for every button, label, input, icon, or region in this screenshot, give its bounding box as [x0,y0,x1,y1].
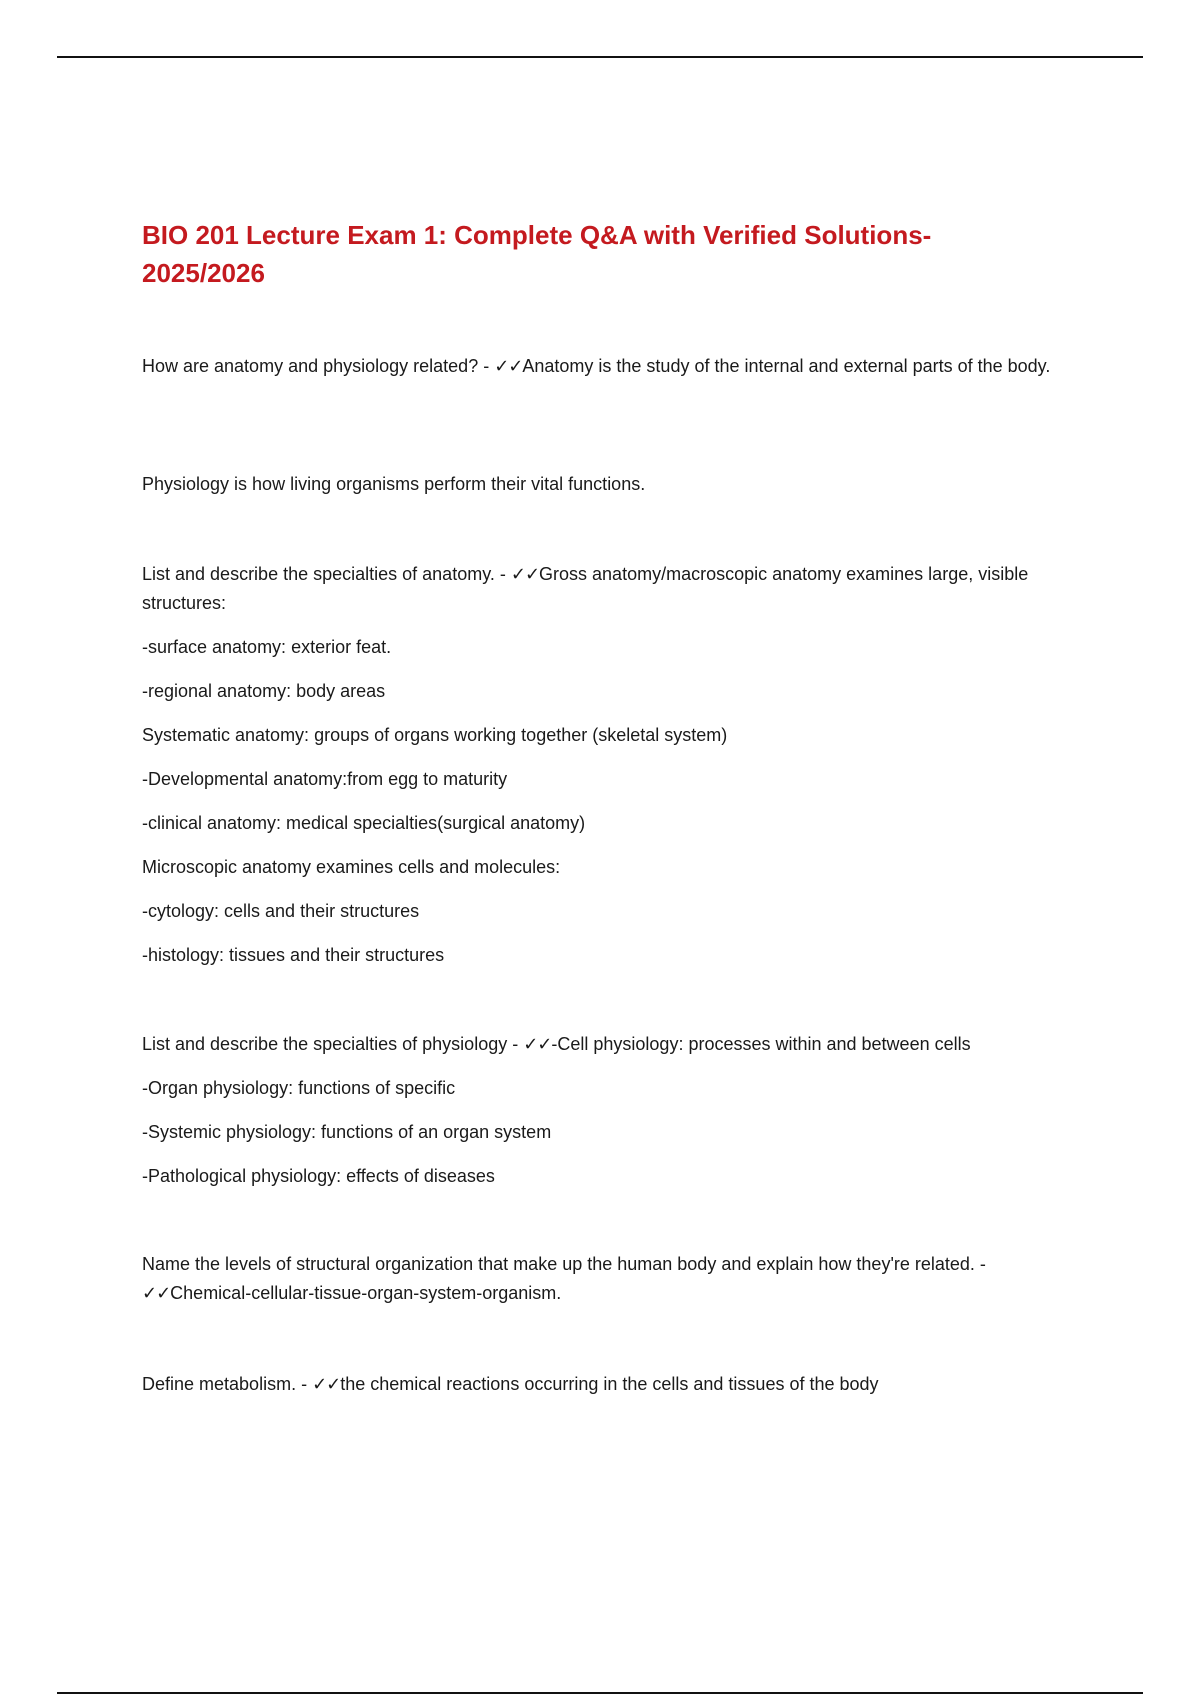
answer-text: -Cell physiology: processes within and between cells [551,1034,971,1054]
checkmark-icon: ✓✓ [510,564,540,584]
answer-line: -clinical anatomy: medical specialties(surgical anatomy) [142,813,586,833]
qa-item-metabolism [142,1370,879,1399]
question-text: Define metabolism. - [142,1374,313,1394]
bottom-rule [57,1692,1143,1694]
qa-item-anatomy-physiology [142,352,1062,381]
checkmark-icon: ✓✓ [142,1283,171,1303]
answer-line: -cytology: cells and their structures [142,901,420,921]
question-text: List and describe the specialties of physiology - [142,1034,524,1054]
question-text: Name the levels of structural organization that make up the human body and explain how they're related. - [142,1254,986,1274]
answer-line: -Pathological physiology: effects of diseases [142,1166,495,1186]
answer-line: Systematic anatomy: groups of organs working together (skeletal system) [142,725,728,745]
top-rule [57,56,1143,58]
checkmark-icon: ✓✓ [312,1374,341,1394]
qa-item-structural-levels [142,1250,1062,1308]
answer-line: -regional anatomy: body areas [142,681,386,701]
qa-item-anatomy-specialties [142,560,1062,618]
answer-line: -Developmental anatomy:from egg to maturity [142,769,508,789]
checkmark-icon: ✓✓ [494,356,523,376]
answer-text: Chemical-cellular-tissue-organ-system-organism. [170,1283,562,1303]
answer-text: Gross anatomy/macroscopic anatomy examines large, visible structures: [142,564,1029,613]
answer-line: Microscopic anatomy examines cells and molecules: [142,857,561,877]
question-text: How are anatomy and physiology related? - [142,356,495,376]
answer-text: Anatomy is the study of the internal and external parts of the body. [522,356,1051,376]
answer-line: -surface anatomy: exterior feat. [142,637,392,657]
answer-text: the chemical reactions occurring in the cells and tissues of the body [340,1374,879,1394]
answer-line: -Organ physiology: functions of specific [142,1078,456,1098]
checkmark-icon: ✓✓ [523,1034,552,1054]
answer-line: -histology: tissues and their structures [142,945,445,965]
qa-item-physiology-specialties [142,1030,971,1059]
document-title: BIO 201 Lecture Exam 1: Complete Q&A with Verified Solutions- 2025/2026 [142,220,932,288]
qa-continuation-physiology: Physiology is how living organisms perform their vital functions. [142,474,646,494]
question-text: List and describe the specialties of anatomy. - [142,564,511,584]
answer-line: -Systemic physiology: functions of an organ system [142,1122,552,1142]
